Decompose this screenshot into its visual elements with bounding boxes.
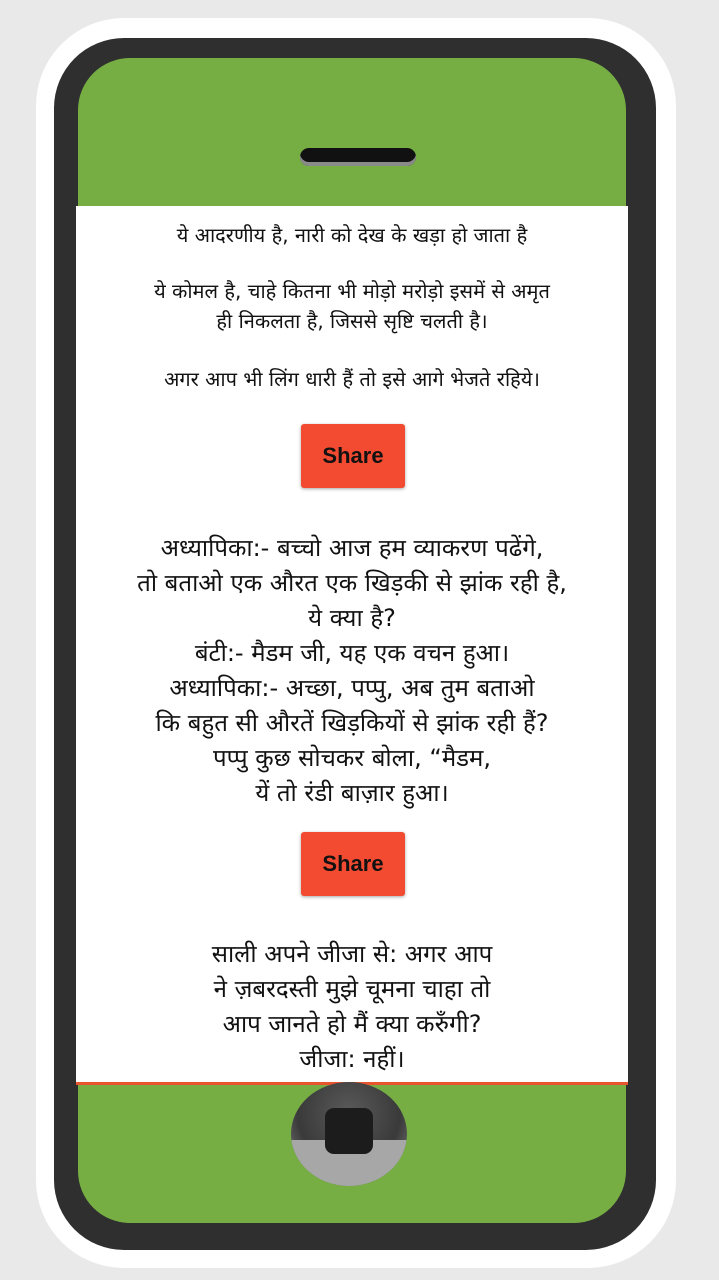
home-square-icon [325,1108,373,1154]
joke-line: अध्यापिका:- अच्छा, पप्पु, अब तुम बताओ [169,674,535,702]
joke-item [76,220,628,394]
joke-line: आप जानते हो मैं क्या करुँगी? [222,1010,482,1038]
joke-list-screen[interactable] [76,206,628,1085]
joke-line: अध्यापिका:- बच्चो आज हम व्याकरण पढेंगे, [160,534,544,562]
joke-line: कि बहुत सी औरतें खिड़कियों से झांक रही हैं? [155,709,549,737]
share-button[interactable]: Share [301,424,405,488]
joke-line: साली अपने जीजा से: अगर आप [211,940,493,968]
home-button [291,1082,407,1186]
share-button[interactable]: Share [301,832,405,896]
joke-item [76,531,628,811]
joke-line: ये क्या है? [308,604,396,632]
joke-item [76,937,628,1077]
joke-line: ये कोमल है, चाहे कितना भी मोड़ो मरोड़ो इसमें से अमृत [154,279,550,303]
joke-line: बंटी:- मैडम जी, यह एक वचन हुआ। [194,639,510,667]
joke-line: यें तो रंडी बाज़ार हुआ। [255,779,449,807]
joke-line [76,250,628,276]
joke-line [76,336,628,364]
joke-line: अगर आप भी लिंग धारी हैं तो इसे आगे भेजते रहिये। [164,367,540,391]
joke-line: ही निकलता है, जिससे सृष्टि चलती है। [216,309,488,333]
joke-line: ने ज़बरदस्ती मुझे चूमना चाहा तो [213,975,491,1003]
joke-line: तो बताओ एक औरत एक खिड़की से झांक रही है, [137,569,567,597]
speaker-grille [300,148,416,166]
joke-line: जीजा: नहीं। [299,1045,405,1073]
joke-line: पप्पु कुछ सोचकर बोला, “मैडम, [213,744,491,772]
joke-line: ये आदरणीय है, नारी को देख के खड़ा हो जाता है [176,223,528,247]
